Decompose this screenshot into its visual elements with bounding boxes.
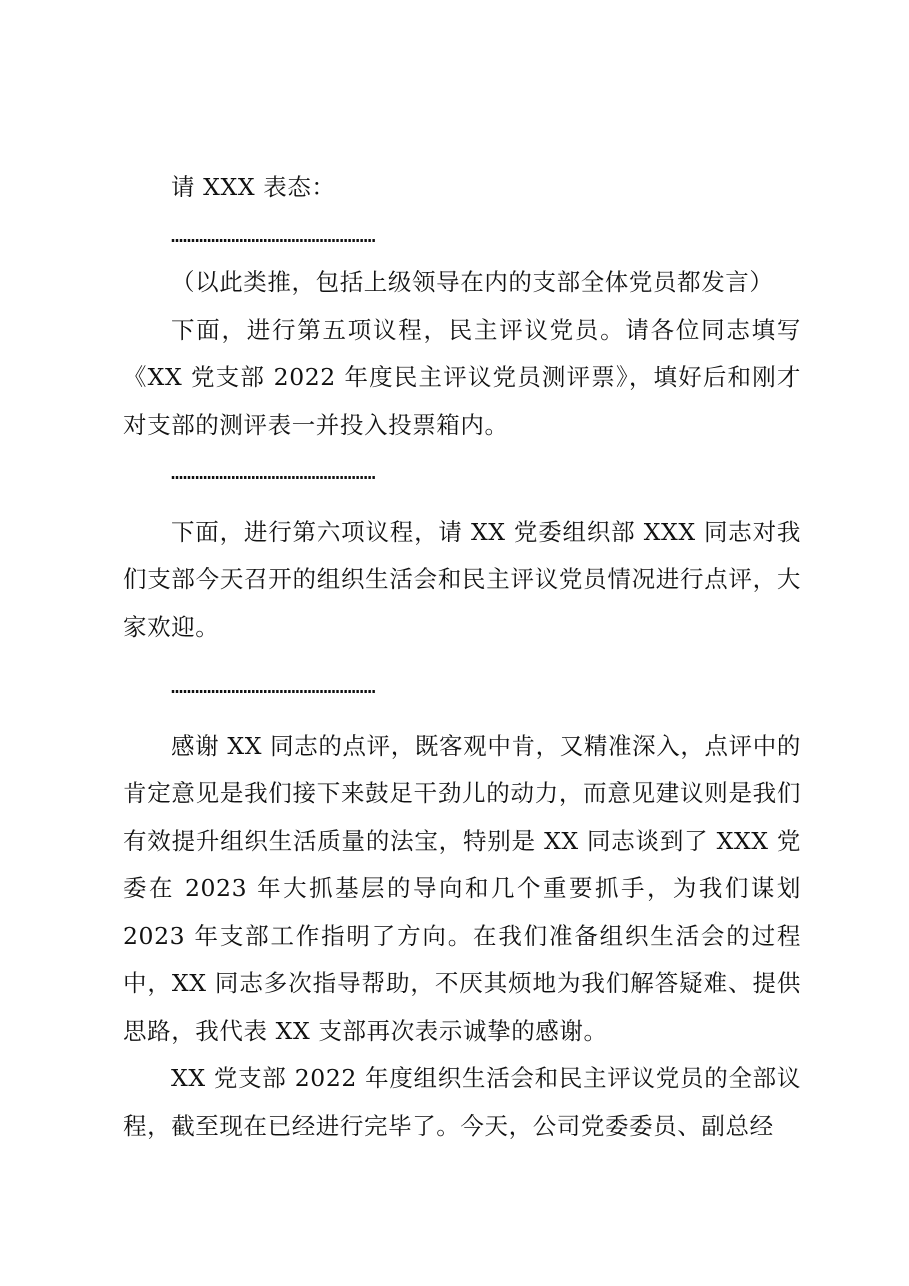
ellipsis-divider: …………………………………………… bbox=[171, 460, 376, 484]
paragraph-agenda-five: 下面，进行第五项议程，民主评议党员。请各位同志填写《XX 党支部 2022 年度民主评议党员测评票》，填好后和刚才对支部的测评表一并投入投票箱内。 bbox=[123, 315, 801, 439]
paragraph-thanks: 感谢 XX 同志的点评，既客观中肯，又精准深入，点评中的肯定意见是我们接下来鼓足干劲儿的动力，而意见建议则是我们有效提升组织生活质量的法宝，特别是 XX 同志谈到了 XXX 党委在 2023 年大抓基层的导向和几个重要抓手，为我们谋划 2023 年支部工作指明了方向。在我们准备组织生活会的过程中，XX 同志多次指导帮助，不厌其烦地为我们解答疑难、提供思路，我代表 XX 支部再次表示诚挚的感谢。 bbox=[123, 731, 801, 1045]
paragraph-note: （以此类推，包括上级领导在内的支部全体党员都发言） bbox=[171, 268, 774, 296]
paragraph-agenda-six: 下面，进行第六项议程，请 XX 党委组织部 XXX 同志对我们支部今天召开的组织生活会和民主评议党员情况进行点评，大家欢迎。 bbox=[123, 517, 801, 641]
ellipsis-divider: …………………………………………… bbox=[171, 674, 376, 698]
paragraph-statement-request: 请 XXX 表态： bbox=[171, 173, 336, 201]
document-body bbox=[123, 164, 801, 1150]
ellipsis-divider: …………………………………………… bbox=[171, 222, 376, 247]
paragraph-closing: XX 党支部 2022 年度组织生活会和民主评议党员的全部议程，截至现在已经进行完毕了。今天，公司党委委员、副总经 bbox=[123, 1064, 801, 1140]
